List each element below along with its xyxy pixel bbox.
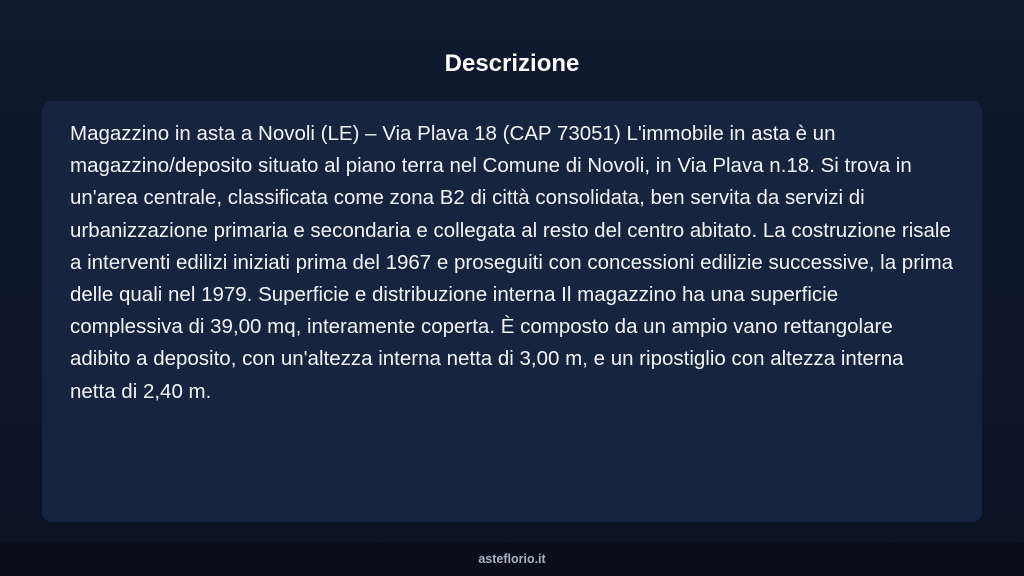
description-card [42, 101, 982, 522]
description-text: Magazzino in asta a Novoli (LE) – Via Plava 18 (CAP 73051) L'immobile in asta è un magazzino/deposito situato al piano terra nel Comune di Novoli, in Via Plava n.18. Si trova in un'area centrale, classificata come zona B2 di città consolidata, ben servita da servizi di urbanizzazione primaria e secondaria e collegata al resto del centro abitato. La costruzione risale a interventi edilizi iniziati prima del 1967 e proseguiti con concessioni edilizie successive, la prima delle quali nel 1979. Superficie e distribuzione interna Il magazzino ha una superficie complessiva di 39,00 mq, interamente coperta. È composto da un ampio vano rettangolare adibito a deposito, con un'altezza interna netta di 3,00 m, e un ripostiglio con altezza interna netta di 2,40 m. [70, 122, 954, 403]
footer-bar [0, 543, 1024, 576]
footer-site-label: asteflorio.it [478, 552, 546, 566]
page-title: Descrizione [444, 50, 580, 77]
